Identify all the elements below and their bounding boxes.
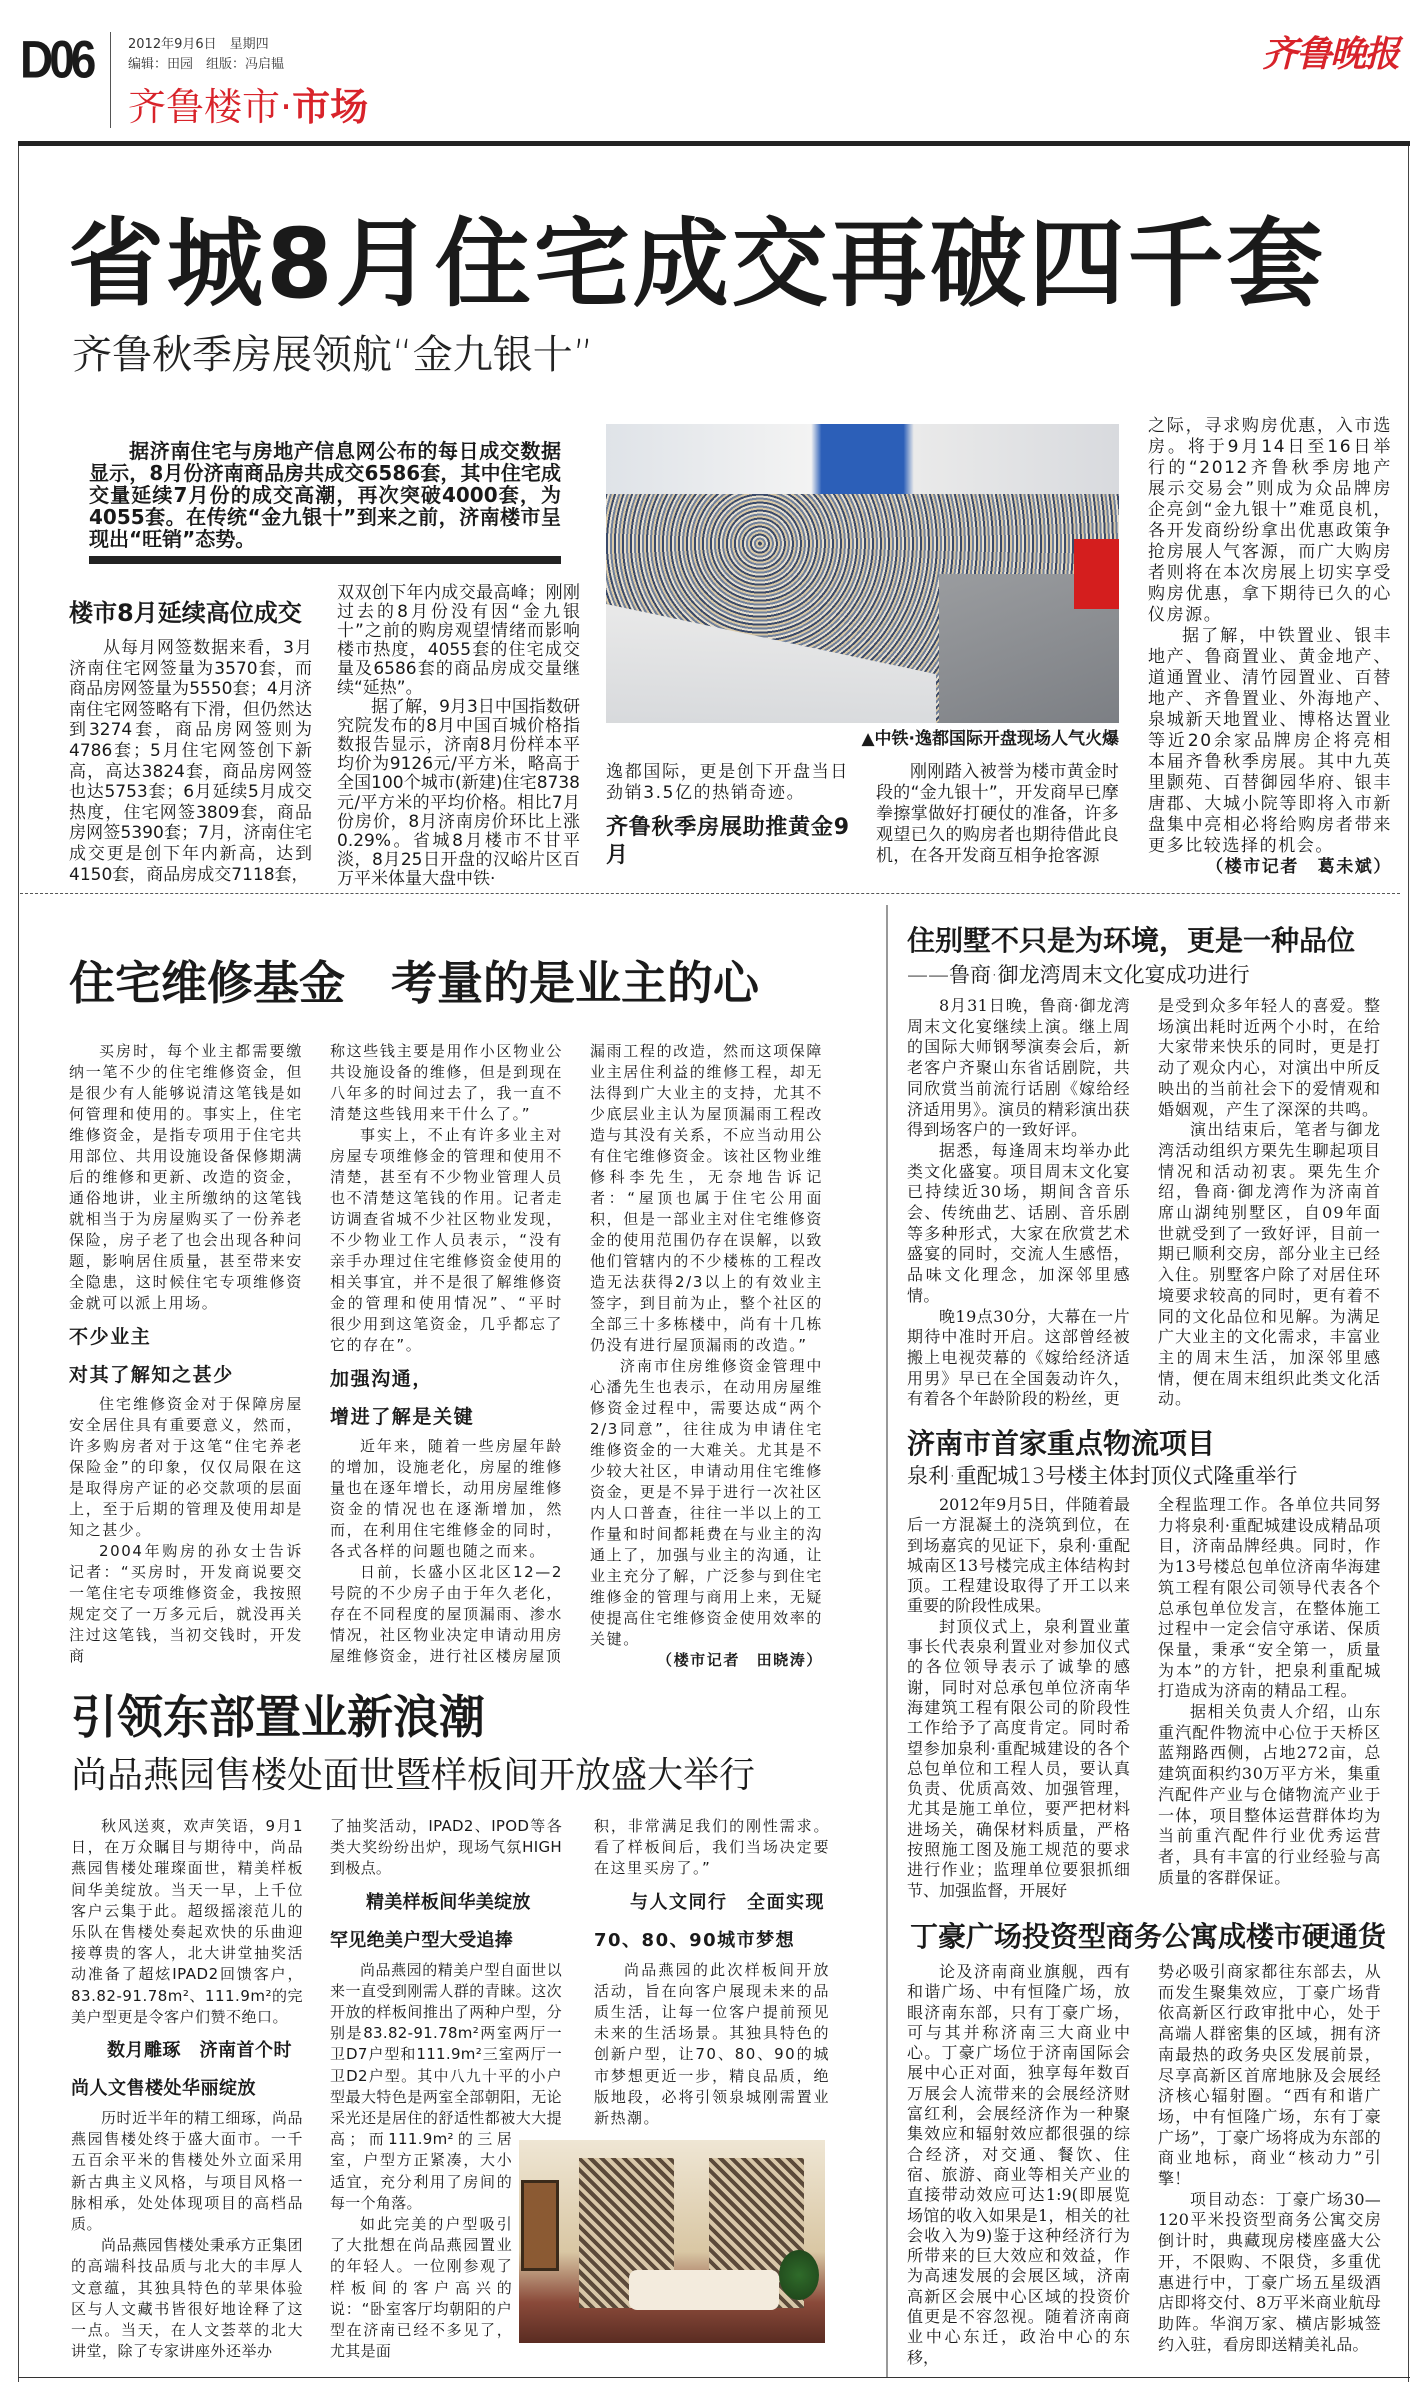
photo-hall-wall bbox=[606, 424, 1119, 494]
bottom-rule bbox=[18, 2377, 1410, 2378]
photo-sofa bbox=[629, 2270, 779, 2310]
paragraph-continued: 全程监理工作。各单位共同努力将泉利·重配城建设成精品项目，济南品牌经典。同时，作为13号楼总包单位济南华海建筑工程有限公司领导代表各个总承包单位发言，在整体施工过程中一定会信守承诺、保质保量，秉承“安全第一，质量为本”的方针，把泉利重配城打造成为济南的精品工程。 bbox=[1158, 1495, 1381, 1701]
paragraph: 日前，长盛小区北区12—2号院的不少房子由于年久老化，存在不同程度的屋顶漏雨、渗水情况，社区物业决定申请动用房屋维修资金，进行社区楼房屋顶 bbox=[330, 1563, 563, 1665]
paragraph: 尚品燕园的精美户型自面世以来一直受到刚需人群的青睐。这次开放的样板间推出了两种户型，分别是83.82-91.78m²两室两厅一卫D7户型和111.9m²三室两厅一卫D2户型。其中八九十平的小户型最大特色是两室全部朝阳，无论采光还是居住的舒适性都被大大提高；而111.9m²的三居室，户型方正紧凑，大小适宜，充分利用了房间的每一个角落。 bbox=[330, 1960, 562, 2212]
photo-plant bbox=[779, 2250, 819, 2300]
issue-date: 2012年9月6日 星期四 bbox=[128, 37, 269, 52]
article6-columns bbox=[907, 1962, 1385, 2368]
article6-headline: 丁豪广场投资型商务公寓成楼市硬通货 bbox=[910, 1920, 1387, 1953]
paragraph: 据了解，9月3日中国指数研究院发布的8月中国百城价格指数报告显示，济南8月份样本平均价为9126元/平方米，略高于全国100个城市(新建)住宅8738元/平方米的平均价格。相比7月份房价，8月济南房价环比上涨0.29%。省城8月楼市不甘平淡，8月25日开盘的汉峪片区百万平米体量大盘中铁· bbox=[337, 697, 580, 889]
subheading: 加强沟通， bbox=[330, 1368, 434, 1390]
article5-column-2 bbox=[1158, 1495, 1381, 1888]
paragraph: 演出结束后，笔者与御龙湾活动组织方栗先生聊起项目情况和活动初衷。栗先生介绍，鲁商·御龙湾作为济南首席山湖纯别墅区，自09年面世就受到了一致好评，目前一期已顺利交房，部分业主已经入住。别墅客户除了对居住环境要求较高的同时，更有着不同的文化品位和见解。为满足广大业主的文化需求，丰富业主的周末生活，加深邻里感情，便在周末组织此类文化活动。 bbox=[1158, 1120, 1381, 1409]
photo-painting bbox=[521, 2180, 559, 2271]
paragraph: 2012年9月5日，伴随着最后一方混凝土的浇筑到位，在到场嘉宾的见证下，泉利·重配城南区13号楼完成主体结构封顶。工程建设取得了开工以来重要的阶段性成果。 bbox=[907, 1495, 1130, 1616]
subheading: 尚人文售楼处华丽绽放 bbox=[71, 2078, 256, 2100]
article4-subheadline: ——鲁商·御龙湾周末文化宴成功进行 bbox=[907, 963, 1250, 987]
paragraph: 2004年购房的孙女士告诉记者：“买房时，开发商说要交一笔住宅专项维修资金，我按照规定交了一万多元后，就没再关注过这笔钱，当初交钱时，开发商 bbox=[69, 1542, 303, 1665]
article4-columns bbox=[907, 996, 1385, 1410]
subheading: 不少业主 bbox=[69, 1326, 152, 1348]
paragraph-continued: 了抽奖活动，IPAD2、IPOD等各类大奖纷纷出炉，现场气氛HIGH到极点。 bbox=[330, 1817, 562, 1878]
byline: （楼市记者 葛未斌） bbox=[1206, 857, 1392, 877]
article1-column-1-body bbox=[69, 638, 312, 885]
paragraph-continued: 是受到众多年轻人的喜爱。整场演出耗时近两个小时，在给大家带来快乐的同时，更是打动了观众内心，对演出中所反映出的当前社会下的爱情观和婚姻观，产生了深深的共鸣。 bbox=[1158, 996, 1381, 1119]
paragraph: 论及济南商业旗舰，西有和谐广场、中有恒隆广场，放眼济南东部，只有丁豪广场，可与其并称济南三大商业中心。丁豪广场位于济南国际会展中心正对面，独享每年数百万展会人流带来的会展经济财富红利，会展经济作为一种聚集效应和辐射效应都很强的综合经济，对交通、餐饮、住宿、旅游、商业等相关产业的直接带动效应可达1:9(即展览场馆的收入如果是1，相关的社会收入为9)鉴于这种经济行为所带来的巨大效应和效益，作为高速发展的会展区域，济南高新区会展中心区域的投资价值更是不容忽视。随着济南商业中心东迁，政治中心的东移， bbox=[907, 1962, 1130, 2367]
paragraph: 项目动态：丁豪广场30—120平米投资型商务公寓交房倒计时，典藏现房楼座盛大公开，不限购、不限贷，多重优惠进行中，丁豪广场五星级酒店即将交付、8万平米商业航母助阵。华润万家、横店影城签约入驻，看房即送精美礼品。 bbox=[1158, 2189, 1381, 2354]
subheading: 与人文同行 全面实现 bbox=[630, 1891, 825, 1913]
paragraph: 晚19点30分，大幕在一片期待中准时开启。这部曾经被搬上电视荧幕的《嫁给经济适用男》早已在全国轰动许久，有着各个年龄阶段的粉丝，更 bbox=[907, 1306, 1130, 1409]
article4-headline: 住别墅不只是为环境，更是一种品位 bbox=[907, 924, 1356, 957]
paragraph: 历时近半年的精工细琢，尚品燕园售楼处终于盛大面市。一千五百余平米的售楼处外立面采用新古典主义风格，与项目风格一脉相承，处处体现项目的高档品质。 bbox=[71, 2109, 303, 2234]
paragraph-continued: 漏雨工程的改造，然而这项保障业主居住利益的维修工程，却无法得到广大业主的支持，尤其不少底层业主认为屋顶漏雨工程改造与其没有关系，不应当动用公有住宅维修资金。该社区物业维修科李先生，无奈地告诉记者：“屋顶也属于住宅公用面积，但是一部业主对住宅维修资金的使用范围仍存在误解，以致他们管辖内的不少楼栋的工程改造无法获得2/3以上的有效业主签字，到目前为止，整个社区的全部三十多栋楼中，尚有十几栋仍没有进行屋顶漏雨的改造。” bbox=[590, 1042, 823, 1354]
article1-column-2 bbox=[337, 584, 580, 889]
paragraph-continued: 势必吸引商家都往东部去，从而发生聚集效应，丁豪广场背依高新区行政审批中心，处于高端人群密集的区域，拥有济南最热的政务央区发展前景，尽享高新区首席地脉及会展经济核心辐射圈。“西有和谐广场，中有恒隆广场，东有丁豪广场”，丁豪广场将成为东部的商业地标，商业“核动力”引擎！ bbox=[1158, 1962, 1381, 2189]
main-headline: 省城8月住宅成交再破四千套 bbox=[68, 208, 1326, 320]
dashed-divider bbox=[20, 893, 1400, 894]
section-name: 市场 bbox=[292, 85, 369, 129]
lead-box bbox=[89, 440, 561, 564]
article4-column-1 bbox=[907, 996, 1130, 1410]
article4 bbox=[907, 924, 1385, 1427]
paragraph-continued: 积，非常满足我们的刚性需求。看了样板间后，我们当场决定要在这里买房了。” bbox=[594, 1817, 830, 1878]
section-prefix: 齐鲁楼市· bbox=[128, 85, 293, 129]
right-column bbox=[907, 924, 1385, 2368]
editor-credits: 编辑：田园 组版：冯启韫 bbox=[128, 57, 285, 72]
paragraph: 事实上，不止有许多业主对房屋专项维修金的管理和使用不清楚，甚至有不少物业管理人员也不清楚这笔钱的作用。记者走访调查省城不少社区物业发现，不少物业工作人员表示，“没有亲手办理过住宅维修资金使用的相关事宜，并不是很了解维修资金的管理和使用情况”、“平时很少用到这笔资金，几乎都忘了它的存在”。 bbox=[330, 1126, 563, 1354]
article4-column-2 bbox=[1158, 996, 1381, 1410]
article5-column-1 bbox=[907, 1495, 1130, 1901]
paragraph-continued: 之际，寻求购房优惠，入市选房。将于9月14日至16日举行的“2012齐鲁秋季房地产展示交易会”则成为众品牌房企亮剑“金九银十”难觅良机，各开发商纷纷拿出优惠政策争抢房展人气客源，而广大购房者则将在本次房展上切实享受购房优惠，拿下期待已久的心仪房源。 bbox=[1148, 416, 1393, 625]
paragraph: 买房时，每个业主都需要缴纳一笔不少的住宅维修资金，但是很少有人能够说清这笔钱是如何管理和使用的。事实上，住宅维修资金，是指专项用于住宅共用部位、共用设施设备保修期满后的维修和更新、改造的资金，通俗地讲，业主所缴纳的这笔钱就相当于为房屋购买了一份养老保险，房子老了也会出现各种问题，影响居住质量，甚至带来安全隐患，这时候住宅专项维修资金就可以派上用场。 bbox=[69, 1042, 303, 1312]
paragraph: 封顶仪式上，泉利置业董事长代表泉利置业对参加仪式的各位领导表示了诚挚的感谢，同时对总承包单位济南华海建筑工程有限公司的阶段性工作给予了高度肯定。同时希望参加泉利·重配城建设的各个总包单位和工程人员，要认真负责、优质高效、加强管理，尤其是施工单位，要严把材料进场关，确保材料质量，严格按照施工图及施工规范的要求进行作业；监理单位要狠抓细节、加强监督，开展好 bbox=[907, 1616, 1130, 1900]
photo-stage bbox=[1074, 539, 1119, 609]
paragraph: 刚刚踏入被誉为楼市黄金时段的“金九银十”，开发商早已摩拳擦掌做好打硬仗的准备，许多观望已久的购房者也期待借此良机，在各开发商互相争抢客源 bbox=[876, 762, 1119, 866]
article2-column-3 bbox=[590, 1041, 823, 1671]
article5-headline: 济南市首家重点物流项目 bbox=[907, 1427, 1216, 1460]
article2-column-2 bbox=[330, 1041, 563, 1667]
page-number: D06 bbox=[20, 29, 93, 89]
article6-column-2 bbox=[1158, 1962, 1381, 2355]
subheading: 对其了解知之甚少 bbox=[69, 1364, 234, 1386]
paragraph-continued: 双双创下年内成交最高峰；刚刚过去的8月份没有因“金九银十”之前的购房观望情绪而影响楼市热度，4055套的住宅成交量及6586套的商品房成交量继续“延热”。 bbox=[337, 583, 580, 699]
section-title bbox=[128, 84, 368, 130]
article3-headline: 引领东部置业新浪潮 bbox=[71, 1690, 485, 1744]
article1-column-1 bbox=[69, 598, 312, 885]
article-lead: 据济南住宅与房地产信息网公布的每日成交数据显示，8月份济南商品房共成交6586套，其中住宅成交量延续7月份的成交高潮，再次突破4000套，为4055套。在传统“金九银十”到来之前，济南楼市呈现出“旺销”态势。 bbox=[89, 439, 561, 551]
expo-crowd-photo bbox=[606, 424, 1119, 723]
paragraph: 秋风送爽，欢声笑语，9月1日，在万众瞩目与期待中，尚品燕园售楼处璀璨面世，精美样板间华美绽放。当天一早，上千位客户云集于此。超级摇滚范儿的乐队在售楼处奏起欢快的乐曲迎接尊贵的客人，北大讲堂抽奖活动准备了超炫IPAD2回馈客户，83.82-91.78m²、111.9m²的完美户型更是令客户们赞不绝口。 bbox=[71, 1817, 303, 2026]
article3-column-1 bbox=[71, 1816, 303, 2362]
main-subheadline: 齐鲁秋季房展领航“金九银十” bbox=[72, 332, 594, 378]
paragraph: 从每月网签数据来看，3月济南住宅网签量为3570套，而商品房网签量为5550套；4月济南住宅网签略有下滑，但仍然达到3274套，商品房网签则为4786套；5月住宅网签创下新高，高达3824套，商品房网签也达5753套；6月延续5月成交热度，住宅网签3809套，商品房网签5390套；7月，济南住宅成交更是创下年内新高，达到4150套，商品房成交7118套， bbox=[69, 638, 312, 885]
header-divider bbox=[110, 32, 111, 128]
article1-column-3 bbox=[606, 762, 849, 870]
paragraph-continued: 逸都国际，更是创下开盘当日劲销3.5亿的热销奇迹。 bbox=[606, 762, 849, 803]
showroom-photo bbox=[519, 2140, 825, 2343]
article5-columns bbox=[907, 1495, 1385, 1901]
paragraph: 济南市住房维修资金管理中心潘先生也表示，在动用房屋维修资金过程中，需要达成“两个2/3同意”，往往成为申请住宅维修资金的一大难关。尤其是不少较大社区，申请动用住宅维修资金，更是不异于进行一次社区内人口普查，往往一半以上的工作量和时间都耗费在与业主的沟通上了，加强与业主的沟通，让业主充分了解，广泛参与到住宅维修金的管理与商用上来，无疑使提高住宅维修资金使用效率的关键。 bbox=[590, 1357, 823, 1648]
paragraph: 8月31日晚，鲁商·御龙湾周末文化宴继续上演。继上周的国际大师钢琴演奏会后，新老客户齐聚山东省话剧院，共同欣赏当前流行话剧《嫁给经济适用男》。演员的精彩演出获得到场客户的一致好评。 bbox=[907, 996, 1130, 1140]
article3-column-3 bbox=[594, 1816, 830, 2129]
paragraph: 住宅维修资金对于保障房屋安全居住具有重要意义，然而，许多购房者对于这笔“住宅养老保险金”的印象，仅仅局限在这是取得房产证的必交款项的层面上，至于后期的管理及使用却是知之甚少。 bbox=[69, 1395, 303, 1539]
subheading: 罕见绝美户型大受追捧 bbox=[330, 1929, 513, 1951]
paragraph: 如此完美的户型吸引了大批想在尚品燕园置业的年轻人。一位刚参观了样板间的客户高兴的说：“卧室客厅均朝阳的户型在济南已经不多见了，尤其是面 bbox=[330, 2215, 512, 2361]
photo-partition bbox=[606, 604, 936, 723]
section-heading: 齐鲁秋季房展助推黄金9月 bbox=[606, 815, 849, 868]
byline: （楼市记者 田晓涛） bbox=[656, 1651, 823, 1669]
subheading: 增进了解是关键 bbox=[330, 1406, 475, 1428]
article6 bbox=[907, 1920, 1385, 2368]
section-heading: 楼市8月延续高位成交 bbox=[69, 599, 302, 627]
paragraph-continued: 称这些钱主要是用作小区物业公共设施设备的维修，但是到现在八年多的时间过去了，我一直不清楚这些钱用来干什么了。” bbox=[330, 1042, 563, 1123]
paragraph: 据悉，每逢周末均举办此类文化盛宴。项目周末文化宴已持续近30场，期间含音乐会、传统曲艺、话剧、音乐剧等多种形式，大家在欣赏艺术盛宴的同时，交流人生感悟，品味文化理念，加深邻里感情。 bbox=[907, 1140, 1130, 1305]
article5-subheadline: 泉利·重配城13号楼主体封顶仪式隆重举行 bbox=[907, 1464, 1298, 1488]
column-divider bbox=[886, 905, 888, 2378]
article2-headline: 住宅维修基金 考量的是业主的心 bbox=[69, 956, 759, 1010]
article6-column-1 bbox=[907, 1962, 1130, 2368]
article1-column-4 bbox=[876, 762, 1119, 867]
subheading: 精美样板间华美绽放 bbox=[366, 1891, 531, 1913]
article1-column-5 bbox=[1148, 416, 1392, 878]
article2-column-1 bbox=[69, 1041, 303, 1667]
subheading: 70、80、90城市梦想 bbox=[594, 1929, 796, 1951]
paragraph: 尚品燕园的此次样板间开放活动，旨在向客户展现未来的品质生活，让每一位客户提前预见未来的生活场景。其独具特色的创新户型，让70、80、90的城市梦想更近一步，精良品质，绝版地段，必将引领泉城刚需置业新热潮。 bbox=[594, 1960, 830, 2128]
photo-caption: ▲中铁·逸都国际开盘现场人气火爆 bbox=[861, 729, 1119, 749]
subheading: 数月雕琢 济南首个时 bbox=[107, 2040, 292, 2062]
article1-column-3-body bbox=[606, 762, 849, 804]
paragraph: 近年来，随着一些房屋年龄的增加，设施老化，房屋的维修量也在逐年增长，动用房屋维修资金的情况也在逐渐增加，然而，在利用住宅维修金的同时，各式各样的问题也随之而来。 bbox=[330, 1437, 563, 1560]
paragraph: 据了解，中铁置业、银丰地产、鲁商置业、黄金地产、道通置业、清竹园置业、百替地产、齐鲁置业、外海地产、泉城新天地置业、博格达置业等近20余家品牌房企将亮相本届齐鲁秋季房展。其中九英里颢苑、百替御园华府、银丰唐郡、大城小院等即将入市新盘集中亮相必将给购房者带来更多比较选择的机会。 bbox=[1148, 626, 1392, 856]
paragraph: 据相关负责人介绍，山东重汽配件物流中心位于天桥区蓝翔路西侧，占地272亩，总建筑面积约30万平方米，集重汽配件产业与仓储物流产业于一体，项目整体运营群体均为当前重汽配件行业优秀运营者，具有丰富的行业经验与高质量的客群保证。 bbox=[1158, 1702, 1381, 1887]
newspaper-logo: 齐鲁晚报 bbox=[1262, 33, 1399, 75]
paragraph: 尚品燕园售楼处秉承方正集团的高端科技品质与北大的丰厚人文意蕴，其独具特色的苹果体验区与人文藏书皆很好地诠释了这一点。当天，在人文荟萃的北大讲堂，除了专家讲座外还举办 bbox=[71, 2236, 303, 2361]
article3-subheadline: 尚品燕园售楼处面世暨样板间开放盛大举行 bbox=[71, 1755, 756, 1796]
article5 bbox=[907, 1427, 1385, 1920]
